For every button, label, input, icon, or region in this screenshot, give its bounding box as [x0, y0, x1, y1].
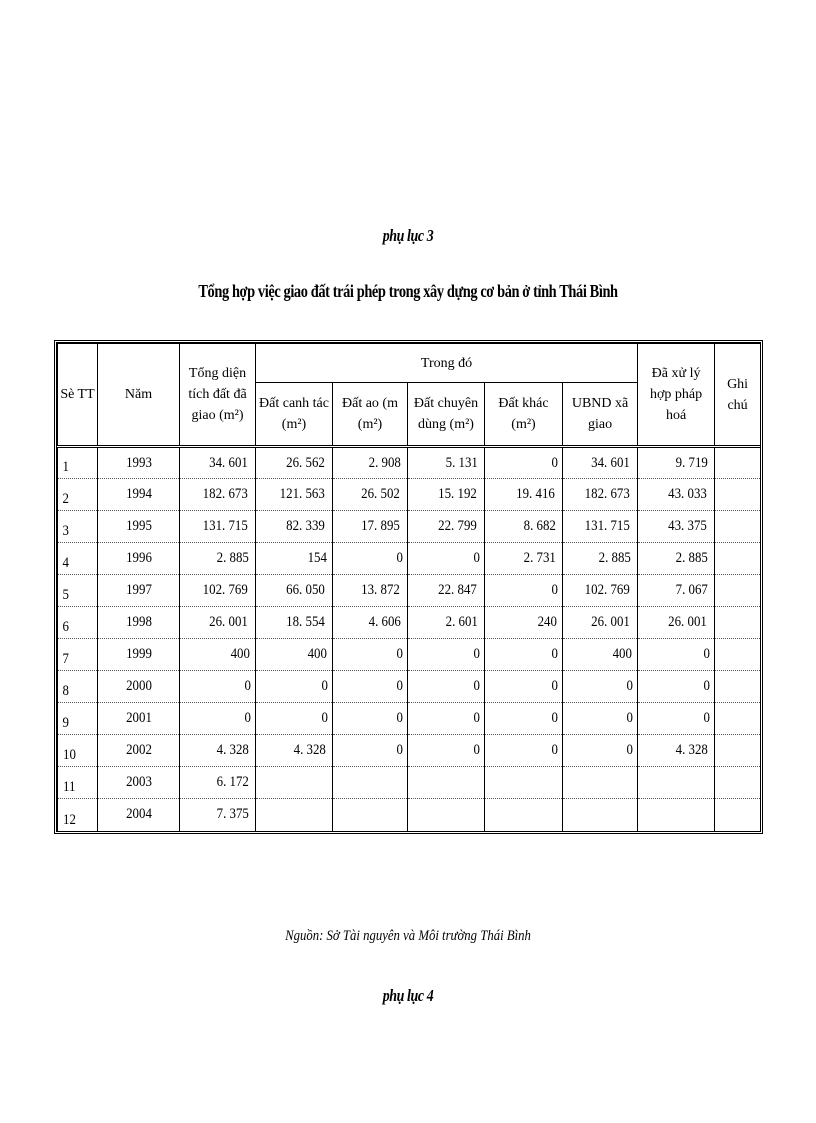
cell-total-area: 0 [180, 703, 256, 735]
cell-notes [715, 575, 761, 607]
cell-notes [715, 447, 761, 479]
cell-commune-allocated [563, 767, 638, 799]
cell-total-area: 26. 001 [180, 607, 256, 639]
cell-legalized: 43. 375 [638, 511, 715, 543]
cell-special-use-land: 0 [408, 639, 485, 671]
table-row [58, 735, 761, 767]
cell-legalized: 2. 885 [638, 543, 715, 575]
header-legalized: Đã xử lý hợp pháp hoá [638, 344, 715, 447]
cell-cultivated-land: 154 [256, 543, 333, 575]
cell-notes [715, 607, 761, 639]
header-of-which-group: Trong đó [256, 344, 638, 383]
header-special-use-land: Đất chuyên dùng (m²) [408, 383, 485, 447]
document-title: Tổng hợp việc giao đất trái phép trong xây dựng cơ bản ở tỉnh Thái Bình [198, 281, 618, 301]
cell-cultivated-land: 18. 554 [256, 607, 333, 639]
cell-cultivated-land: 26. 562 [256, 447, 333, 479]
cell-cultivated-land [256, 767, 333, 799]
cell-cultivated-land: 400 [256, 639, 333, 671]
cell-notes [715, 767, 761, 799]
cell-notes [715, 479, 761, 511]
cell-year: 1999 [98, 639, 180, 671]
cell-stt: 3 [58, 511, 98, 543]
cell-total-area: 34. 601 [180, 447, 256, 479]
cell-stt: 2 [58, 479, 98, 511]
cell-legalized: 0 [638, 671, 715, 703]
cell-total-area: 2. 885 [180, 543, 256, 575]
header-cultivated-land: Đất canh tác (m²) [256, 383, 333, 447]
cell-pond-land [333, 799, 408, 831]
cell-stt: 1 [58, 447, 98, 479]
cell-commune-allocated: 0 [563, 703, 638, 735]
cell-special-use-land: 0 [408, 543, 485, 575]
cell-stt: 4 [58, 543, 98, 575]
cell-total-area: 131. 715 [180, 511, 256, 543]
cell-legalized [638, 799, 715, 831]
cell-other-land: 0 [485, 735, 563, 767]
cell-cultivated-land: 0 [256, 703, 333, 735]
cell-legalized: 4. 328 [638, 735, 715, 767]
cell-cultivated-land: 4. 328 [256, 735, 333, 767]
table-row [58, 479, 761, 511]
cell-notes [715, 703, 761, 735]
table-row [58, 639, 761, 671]
cell-pond-land: 0 [333, 703, 408, 735]
cell-stt: 6 [58, 607, 98, 639]
cell-other-land: 8. 682 [485, 511, 563, 543]
cell-other-land: 0 [485, 447, 563, 479]
cell-pond-land: 26. 502 [333, 479, 408, 511]
cell-commune-allocated: 102. 769 [563, 575, 638, 607]
cell-cultivated-land: 82. 339 [256, 511, 333, 543]
cell-total-area: 400 [180, 639, 256, 671]
cell-special-use-land: 2. 601 [408, 607, 485, 639]
cell-legalized: 0 [638, 639, 715, 671]
cell-notes [715, 511, 761, 543]
cell-other-land: 0 [485, 703, 563, 735]
cell-commune-allocated [563, 799, 638, 831]
cell-cultivated-land: 121. 563 [256, 479, 333, 511]
cell-cultivated-land: 66. 050 [256, 575, 333, 607]
cell-other-land: 0 [485, 671, 563, 703]
table-row [58, 799, 761, 831]
cell-notes [715, 671, 761, 703]
cell-special-use-land: 0 [408, 671, 485, 703]
cell-other-land: 0 [485, 639, 563, 671]
cell-year: 1995 [98, 511, 180, 543]
cell-other-land: 240 [485, 607, 563, 639]
cell-other-land [485, 767, 563, 799]
cell-notes [715, 799, 761, 831]
cell-stt: 7 [58, 639, 98, 671]
cell-pond-land: 0 [333, 735, 408, 767]
cell-notes [715, 543, 761, 575]
cell-notes [715, 735, 761, 767]
cell-year: 1996 [98, 543, 180, 575]
cell-year: 2002 [98, 735, 180, 767]
cell-year: 1998 [98, 607, 180, 639]
cell-pond-land [333, 767, 408, 799]
table-body [58, 447, 761, 831]
table-gap [383, 854, 430, 898]
cell-special-use-land: 5. 131 [408, 447, 485, 479]
cell-stt: 9 [58, 703, 98, 735]
cell-special-use-land: 0 [408, 735, 485, 767]
cell-year: 1994 [98, 479, 180, 511]
cell-year: 2003 [98, 767, 180, 799]
cell-year: 1993 [98, 447, 180, 479]
appendix-4-title: phụ lục 4 [382, 986, 434, 1005]
cell-year: 2004 [98, 799, 180, 831]
cell-special-use-land: 15. 192 [408, 479, 485, 511]
cell-total-area: 7. 375 [180, 799, 256, 831]
cell-commune-allocated: 182. 673 [563, 479, 638, 511]
cell-pond-land: 4. 606 [333, 607, 408, 639]
cell-pond-land: 13. 872 [333, 575, 408, 607]
cell-year: 2001 [98, 703, 180, 735]
table-row [58, 671, 761, 703]
table-row [58, 703, 761, 735]
table-row [58, 575, 761, 607]
table-row [58, 543, 761, 575]
cell-stt: 11 [58, 767, 98, 799]
table-row [58, 511, 761, 543]
cell-commune-allocated: 0 [563, 735, 638, 767]
table-row [58, 607, 761, 639]
header-notes: Ghi chú [715, 344, 761, 447]
cell-commune-allocated: 2. 885 [563, 543, 638, 575]
cell-commune-allocated: 26. 001 [563, 607, 638, 639]
cell-other-land: 0 [485, 575, 563, 607]
cell-special-use-land [408, 799, 485, 831]
cell-special-use-land: 0 [408, 703, 485, 735]
cell-total-area: 182. 673 [180, 479, 256, 511]
cell-pond-land: 0 [333, 671, 408, 703]
cell-total-area: 0 [180, 671, 256, 703]
cell-special-use-land: 22. 847 [408, 575, 485, 607]
cell-stt: 12 [58, 799, 98, 831]
header-stt: Sè TT [58, 344, 98, 447]
header-other-land: Đất khác (m²) [485, 383, 563, 447]
header-pond-land: Đất ao (m (m²) [333, 383, 408, 447]
header-commune-allocated: UBND xã giao [563, 383, 638, 447]
cell-other-land: 2. 731 [485, 543, 563, 575]
cell-pond-land: 2. 908 [333, 447, 408, 479]
cell-notes [715, 639, 761, 671]
cell-legalized: 7. 067 [638, 575, 715, 607]
cell-commune-allocated: 131. 715 [563, 511, 638, 543]
table-row [58, 767, 761, 799]
cell-total-area: 6. 172 [180, 767, 256, 799]
land-allocation-table [54, 340, 763, 834]
cell-commune-allocated: 400 [563, 639, 638, 671]
cell-legalized: 0 [638, 703, 715, 735]
cell-cultivated-land [256, 799, 333, 831]
cell-legalized: 43. 033 [638, 479, 715, 511]
cell-stt: 5 [58, 575, 98, 607]
cell-commune-allocated: 34. 601 [563, 447, 638, 479]
cell-stt: 8 [58, 671, 98, 703]
cell-pond-land: 0 [333, 639, 408, 671]
cell-special-use-land: 22. 799 [408, 511, 485, 543]
header-year: Năm [98, 344, 180, 447]
cell-pond-land: 17. 895 [333, 511, 408, 543]
table-row [58, 447, 761, 479]
cell-year: 1997 [98, 575, 180, 607]
cell-year: 2000 [98, 671, 180, 703]
cell-other-land: 19. 416 [485, 479, 563, 511]
cell-stt: 10 [58, 735, 98, 767]
header-total-area: Tổng diện tích đất đã giao (m²) [180, 344, 256, 447]
cell-special-use-land [408, 767, 485, 799]
appendix-3-title: phụ lục 3 [382, 226, 434, 245]
cell-legalized: 9. 719 [638, 447, 715, 479]
cell-total-area: 102. 769 [180, 575, 256, 607]
cell-legalized: 26. 001 [638, 607, 715, 639]
cell-other-land [485, 799, 563, 831]
source-note: Nguồn: Sở Tài nguyên và Môi trường Thái Bình [285, 928, 531, 944]
cell-pond-land: 0 [333, 543, 408, 575]
cell-commune-allocated: 0 [563, 671, 638, 703]
cell-legalized [638, 767, 715, 799]
cell-total-area: 4. 328 [180, 735, 256, 767]
cell-cultivated-land: 0 [256, 671, 333, 703]
